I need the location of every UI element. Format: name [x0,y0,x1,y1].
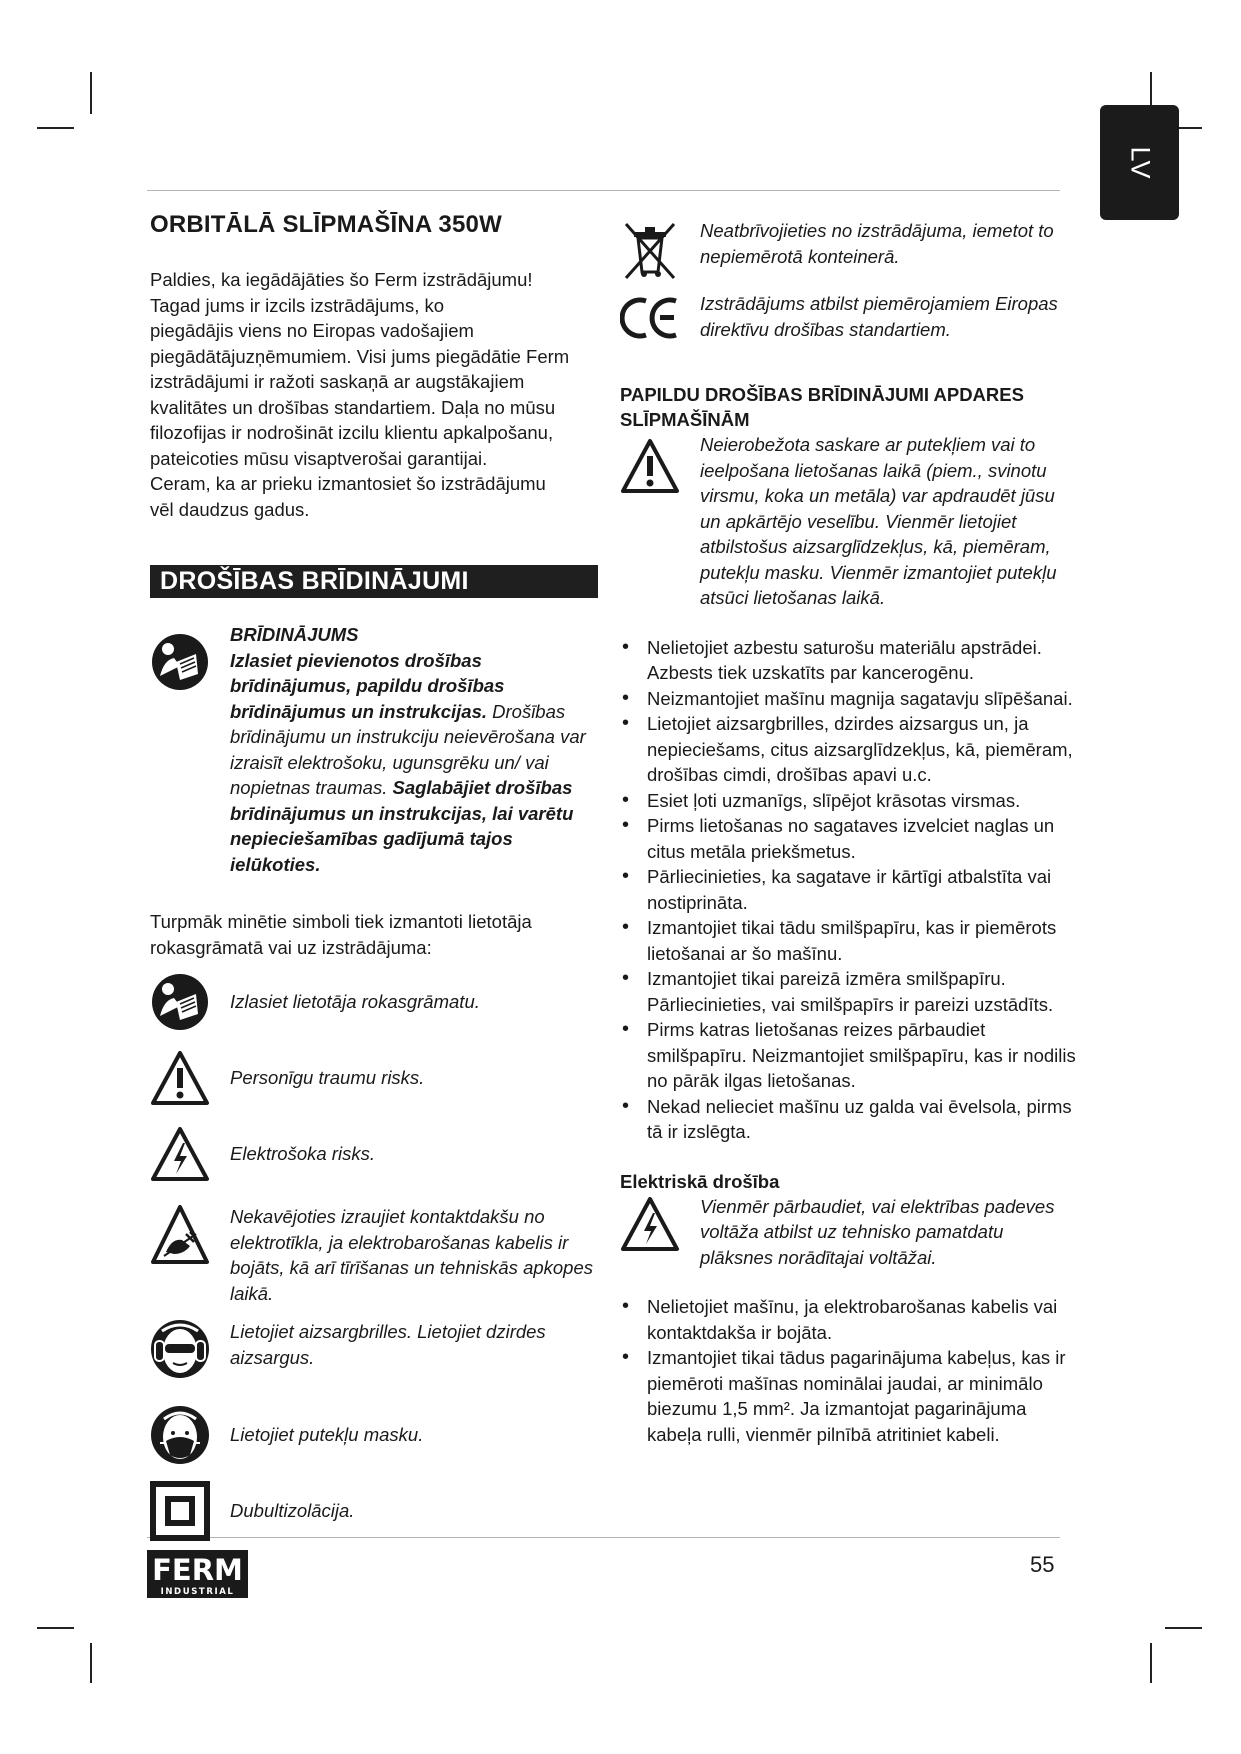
page-number: 55 [1030,1552,1055,1577]
read-manual-icon [150,632,210,692]
crop-mark [37,1627,74,1629]
list-item: • Pārliecinieties, ka sagatave ir kārtīgi atbalstīta vai nostiprināta. [620,864,1080,915]
symbol-electric: Elektrošoka risks. [150,1116,608,1192]
intro-line: piegādātājuzņēmumiem. Visi jums piegādātie Ferm [150,345,570,367]
intro-line: Paldies, ka iegādājāties šo Ferm izstrādājumu! [150,269,533,290]
electrical-bullet-list [620,1294,1080,1447]
symbol-double-insulation: Dubultizolācija. [150,1475,608,1547]
symbols-intro: Turpmāk minētie simboli tiek izmantoti lietotāja rokasgrāmatā vai uz izstrādājuma: [150,911,532,958]
crop-mark [90,72,92,114]
header-rule [147,190,1060,191]
intro-line: vēl daudzus gadus. [150,498,310,520]
warning-heading: BRĪDINĀJUMS [230,624,359,645]
symbol-injury: Personīgu traumu risks. [150,1040,608,1116]
intro-line: filozofijas ir nodrošināt izcilu klientu apkalpošanu, [150,422,554,443]
warning-text: Izlasiet pievienotos drošības brīdinājumus, papildu drošības brīdinājumus un instrukcijas. Drošības brīdinājumu un instrukciju neievērošana var izraisīt elektrošoku, ugunsgrēku un/ vai nopietnas traumas. Saglabājiet drošības brīdinājumus un instrukcijas, lai varētu nepieciešamības gadījumā tajos ielūkoties. [230,649,586,875]
unplug-icon [150,1204,210,1266]
crop-mark [90,1643,92,1683]
intro-line: izstrādājumi ir ražoti saskaņā ar augstākajiem [150,371,525,392]
list-item: • Pirms lietošanas no sagataves izvelciet naglas un citus metāla priekšmetus. [620,813,1080,864]
language-tab: LV [1100,105,1179,220]
electric-shock-icon [620,1196,680,1252]
symbol-goggles: Lietojiet aizsargbrilles. Lietojiet dzirdes aizsargus. [150,1307,608,1395]
safety-bullet-list [620,635,1080,1145]
electrical-warning: Vienmēr pārbaudiet, vai elektrības padeves voltāža atbilst uz tehnisko pamatdatu plāksnes norādītajai voltāžai. [620,1194,1080,1271]
list-item: • Izmantojiet tikai pareizā izmēra smilšpapīru. Pārliecinieties, vai smilšpapīrs ir pareizi uzstādīts. [620,966,1080,1017]
list-item: • Nelietojiet mašīnu, ja elektrobarošanas kabelis vai kontaktdakša ir bojāta. [620,1294,1080,1345]
crop-mark [37,127,74,129]
list-item: • Nelietojiet azbestu saturošu materiālu apstrādei. Azbests tiek uzskatīts par kancerogēnu. [620,635,1080,686]
section-title: DROŠĪBAS BRĪDINĀJUMI [150,565,598,598]
symbol-ce: Izstrādājums atbilst piemērojamiem Eiropas direktīvu drošības standartiem. [620,291,1080,342]
read-manual-icon [150,972,210,1032]
left-column [150,210,608,1547]
electrical-safety-heading: Elektriskā drošība [620,1170,780,1192]
warning-block [150,622,608,877]
right-column [620,218,1080,1447]
ce-mark-icon [620,293,680,343]
intro-line: piegādājis viens no Eiropas vadošajiem [150,320,474,341]
page-title: ORBITĀLĀ SLĪPMAŠĪNA 350W [150,211,502,238]
crop-mark [1150,1643,1152,1683]
svg-text:FERM: FERM [152,1553,243,1587]
list-item: • Nekad nelieciet mašīnu uz galda vai ēvelsola, pirms tā ir izslēgta. [620,1094,1080,1145]
intro-paragraph [150,267,608,522]
symbol-read-manual: Izlasiet lietotāja rokasgrāmatu. [150,964,608,1040]
warning-triangle-icon [620,438,680,494]
extra-warnings-heading: PAPILDU DROŠĪBAS BRĪDINĀJUMI APDARES SLĪPMAŠĪNĀM [620,384,1024,430]
list-item: • Pirms katras lietošanas reizes pārbaudiet smilšpapīru. Neizmantojiet smilšpapīru, kas ir nodilis no pārāk ilgas lietošanas. [620,1017,1080,1094]
crop-mark [1165,1627,1202,1629]
intro-line: Ceram, ka ar prieku izmantosiet šo izstrādājumu [150,473,546,494]
goggles-ear-protection-icon [150,1317,210,1381]
symbol-dust-mask: Lietojiet putekļu masku. [150,1395,608,1475]
list-item: • Lietojiet aizsargbrilles, dzirdes aizsargus un, ja nepieciešams, citus aizsarglīdzekļus, kā, piemēram, drošības cimdi, drošības apavi u.c. [620,711,1080,788]
list-item: • Izmantojiet tikai tādu smilšpapīru, kas ir piemērots lietošanai ar šo mašīnu. [620,915,1080,966]
intro-line: Tagad jums ir izcils izstrādājums, ko [150,294,445,316]
list-item: • Izmantojiet tikai tādus pagarinājuma kabeļus, kas ir piemēroti mašīnas nominālai jaudai, ar minimālo biezumu 1,5 mm². Ja izmantojat pagarinājuma kabeļa rulli, vienmēr pilnībā atritiniet kabeli. [620,1345,1080,1447]
symbol-unplug: Nekavējoties izraujiet kontaktdakšu no elektrotīkla, ja elektrobarošanas kabelis ir bojāts, kā arī tīrīšanas un tehniskās apkopes laikā. [150,1192,608,1307]
dust-mask-icon [150,1403,210,1467]
double-insulation-icon [150,1481,210,1541]
list-item: • Esiet ļoti uzmanīgs, slīpējot krāsotas virsmas. [620,788,1080,814]
warning-triangle-icon [150,1050,210,1106]
dust-warning: Neierobežota saskare ar putekļiem vai to ieelpošana lietošanas laikā (piem., svinotu virsmu, koka un metāla) var apdraudēt jūsu un apkārtējo veselību. Vienmēr lietojiet atbilstošus aizsarglīdzekļus, kā, piemēram, putekļu masku. Vienmēr izmantojiet putekļu atsūci lietošanas laikā. [620,432,1080,611]
intro-line: pateicoties mūsu visaptverošai garantijai. [150,447,488,469]
crossed-bin-icon [620,220,680,280]
intro-line: kvalitātes un drošības standartiem. Daļa no mūsu [150,396,556,418]
list-item: • Neizmantojiet mašīnu magnija sagatavju slīpēšanai. [620,686,1080,712]
svg-text:INDUSTRIAL: INDUSTRIAL [160,1587,235,1597]
ferm-logo [147,1550,248,1598]
symbol-disposal: Neatbrīvojieties no izstrādājuma, iemetot to nepiemērotā konteinerā. [620,218,1080,269]
electric-shock-icon [150,1126,210,1182]
